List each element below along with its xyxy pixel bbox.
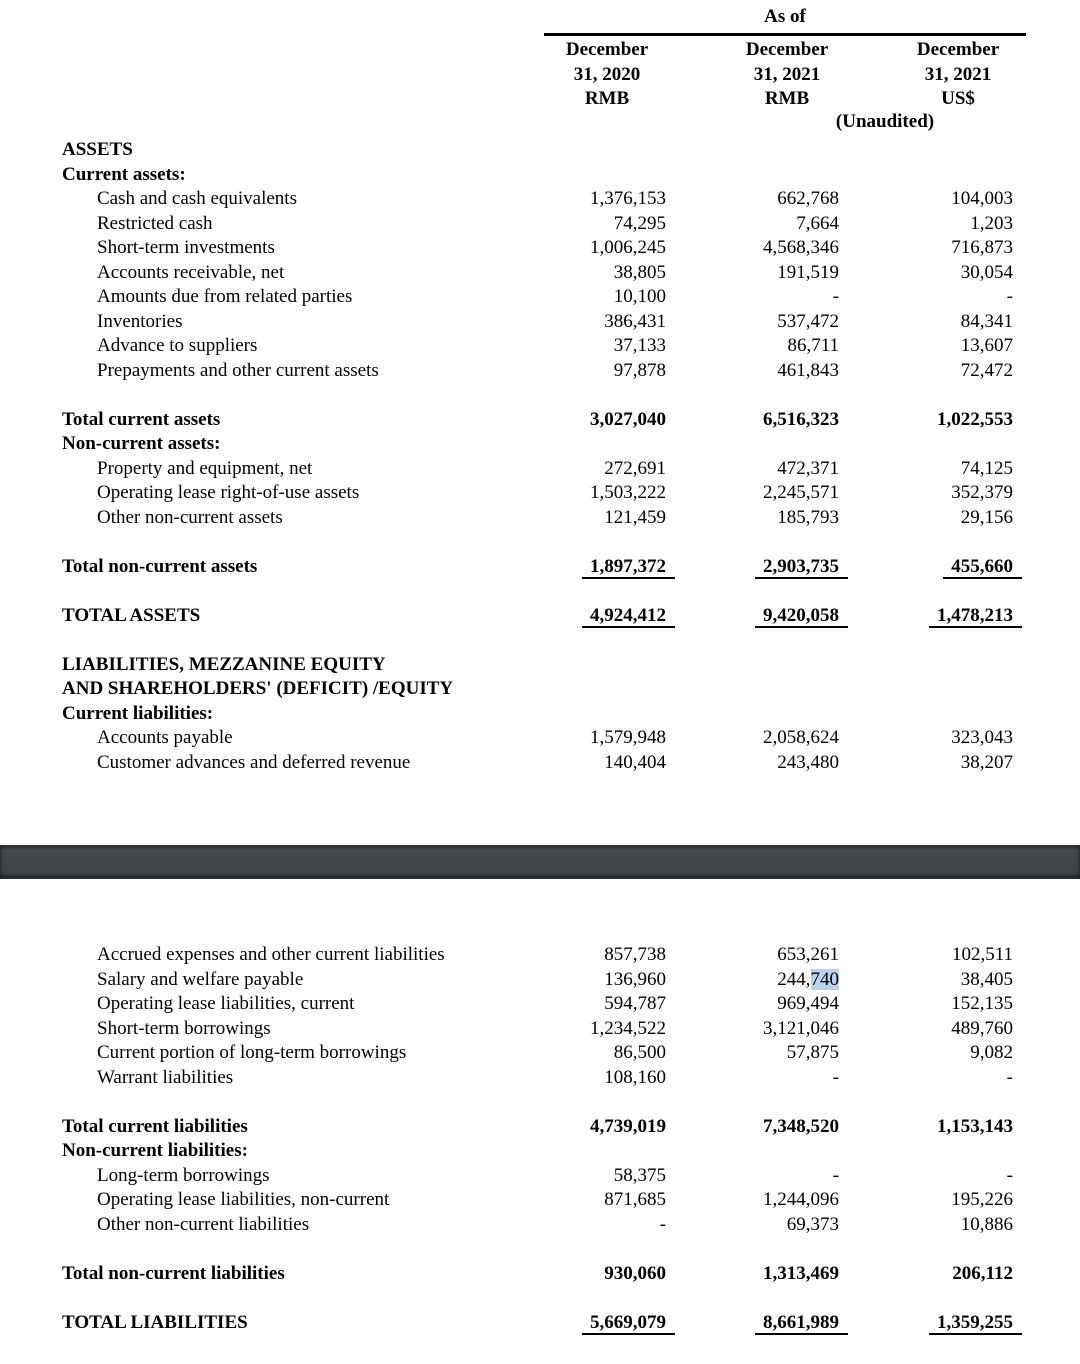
cell-value-text: 152,135 bbox=[951, 993, 1013, 1014]
column-header-2021-usd bbox=[917, 38, 999, 112]
column-header-line: RMB bbox=[584, 88, 630, 109]
cell-value bbox=[839, 943, 1013, 968]
header-rule bbox=[544, 33, 1026, 36]
cell-value-text: 857,738 bbox=[604, 944, 666, 965]
cell-value bbox=[518, 677, 666, 702]
table-row bbox=[62, 506, 1013, 531]
unaudited-label: (Unaudited) bbox=[835, 111, 935, 132]
cell-value bbox=[839, 138, 1013, 163]
row-label: Current liabilities: bbox=[62, 702, 214, 724]
cell-value bbox=[518, 1041, 666, 1066]
cell-value bbox=[839, 1115, 1013, 1140]
cell-value-text: 69,373 bbox=[786, 1213, 839, 1235]
table-row bbox=[62, 943, 1013, 968]
table-row bbox=[62, 1213, 1013, 1238]
as-of-label: As of bbox=[764, 6, 806, 27]
cell-value bbox=[666, 359, 839, 384]
row-label: TOTAL LIABILITIES bbox=[62, 1311, 248, 1333]
cell-value-text: 108,160 bbox=[604, 1066, 666, 1088]
cell-value bbox=[666, 1188, 839, 1213]
cell-value bbox=[839, 212, 1013, 237]
cell-value-text: 72,472 bbox=[960, 359, 1013, 381]
table-row bbox=[62, 1188, 1013, 1213]
cell-value-text: 489,760 bbox=[951, 1017, 1013, 1039]
cell-value-text: 97,878 bbox=[613, 359, 666, 381]
cell-value bbox=[839, 285, 1013, 310]
cell-value bbox=[839, 702, 1013, 727]
total-row bbox=[62, 408, 1013, 433]
cell-value bbox=[518, 702, 666, 727]
cell-value-text: 455,660 bbox=[951, 555, 1013, 580]
total-row bbox=[62, 1262, 1013, 1287]
cell-value bbox=[839, 457, 1013, 482]
cell-value bbox=[666, 236, 839, 261]
column-header-line: RMB bbox=[764, 88, 810, 109]
cell-value bbox=[839, 726, 1013, 751]
cell-value-text: 386,431 bbox=[604, 310, 666, 332]
column-header-2020-rmb bbox=[566, 38, 648, 112]
cell-value-text: 4,739,019 bbox=[590, 1115, 666, 1137]
cell-value bbox=[666, 1311, 839, 1336]
row-label: Total non-current liabilities bbox=[62, 1262, 285, 1284]
cell-value-text: 7,348,520 bbox=[763, 1115, 839, 1137]
cell-value bbox=[839, 432, 1013, 457]
column-header-line: 31, 2021 bbox=[753, 63, 821, 85]
cell-value-text: 352,379 bbox=[951, 482, 1013, 503]
cell-value bbox=[666, 1115, 839, 1140]
cell-value bbox=[839, 1188, 1013, 1213]
cell-value-text: 1,153,143 bbox=[937, 1115, 1013, 1137]
table-row bbox=[62, 310, 1013, 335]
cell-value bbox=[839, 1164, 1013, 1189]
cell-value-text: 102,511 bbox=[951, 944, 1013, 965]
row-label: Short-term investments bbox=[97, 237, 275, 258]
cell-value bbox=[839, 359, 1013, 384]
section-row bbox=[62, 163, 1013, 188]
cell-value-text: 243,480 bbox=[777, 751, 839, 773]
cell-value-text: 1,359,255 bbox=[937, 1311, 1013, 1336]
cell-value bbox=[518, 604, 666, 629]
cell-value bbox=[518, 359, 666, 384]
cell-value bbox=[666, 187, 839, 212]
spacer bbox=[62, 879, 1013, 943]
row-label: Accounts receivable, net bbox=[97, 261, 285, 283]
cell-value-text: 1,244,096 bbox=[763, 1189, 839, 1210]
cell-value-text: 84,341 bbox=[960, 310, 1013, 332]
cell-value-text: 323,043 bbox=[951, 727, 1013, 748]
cell-value-text: 38,805 bbox=[613, 261, 666, 283]
table-row bbox=[62, 261, 1013, 286]
cell-value-text: 662,768 bbox=[777, 188, 839, 209]
cell-value bbox=[839, 1139, 1013, 1164]
cell-value bbox=[839, 236, 1013, 261]
cell-value-text: 195,226 bbox=[951, 1189, 1013, 1210]
cell-value bbox=[518, 457, 666, 482]
cell-value-text: 7,664 bbox=[796, 212, 839, 234]
column-header-2021-rmb bbox=[746, 38, 828, 112]
cell-value bbox=[839, 653, 1013, 678]
cell-value bbox=[666, 653, 839, 678]
cell-value-text: 6,516,323 bbox=[763, 408, 839, 430]
row-label: Current assets: bbox=[62, 163, 186, 185]
cell-value-text: 57,875 bbox=[786, 1042, 839, 1063]
cell-value bbox=[839, 1262, 1013, 1287]
column-header-line: December bbox=[916, 39, 1000, 60]
cell-value-text: 140,404 bbox=[604, 751, 666, 773]
cell-value-text: 38,405 bbox=[960, 968, 1013, 990]
cell-value bbox=[518, 1139, 666, 1164]
cell-value bbox=[666, 604, 839, 629]
cell-value-text: 1,897,372 bbox=[590, 555, 666, 580]
column-header-line: December bbox=[565, 39, 649, 60]
cell-value-text: 13,607 bbox=[960, 335, 1013, 356]
cell-value-text: 74,295 bbox=[613, 212, 666, 234]
table-row bbox=[62, 236, 1013, 261]
cell-value bbox=[518, 751, 666, 776]
cell-value bbox=[518, 163, 666, 188]
cell-value-text: - bbox=[832, 286, 839, 307]
cell-value bbox=[666, 163, 839, 188]
cell-value bbox=[839, 604, 1013, 629]
cell-value bbox=[666, 506, 839, 531]
cell-value-text: 10,886 bbox=[960, 1213, 1013, 1235]
row-label: Cash and cash equivalents bbox=[97, 188, 297, 209]
cell-value-text: 29,156 bbox=[960, 506, 1013, 528]
cell-value-text: 206,112 bbox=[952, 1262, 1013, 1284]
cell-value-text: 9,420,058 bbox=[763, 604, 839, 629]
cell-value bbox=[839, 1213, 1013, 1238]
row-label: Property and equipment, net bbox=[97, 457, 313, 479]
row-label: Current portion of long-term borrowings bbox=[97, 1042, 407, 1063]
cell-value bbox=[666, 1164, 839, 1189]
cell-value bbox=[666, 751, 839, 776]
cell-value-text: 37,133 bbox=[613, 335, 666, 356]
row-label: Amounts due from related parties bbox=[97, 286, 353, 307]
row-label: Total current assets bbox=[62, 408, 221, 430]
cell-value bbox=[518, 1164, 666, 1189]
cell-value-text: 653,261 bbox=[777, 944, 839, 965]
total-row bbox=[62, 1115, 1013, 1140]
cell-value bbox=[839, 968, 1013, 993]
table-row bbox=[62, 334, 1013, 359]
total-row bbox=[62, 604, 1013, 629]
cell-value-text: 74,125 bbox=[960, 457, 1013, 479]
cell-value-text: 104,003 bbox=[951, 188, 1013, 209]
row-label: Accrued expenses and other current liabilities bbox=[97, 944, 445, 965]
cell-value bbox=[666, 334, 839, 359]
cell-value bbox=[518, 726, 666, 751]
cell-value bbox=[518, 334, 666, 359]
cell-value-text: 1,203 bbox=[970, 212, 1013, 234]
row-label: Long-term borrowings bbox=[97, 1164, 270, 1186]
cell-value bbox=[839, 1066, 1013, 1091]
table-body bbox=[0, 138, 1080, 1335]
cell-value-text: 191,519 bbox=[777, 261, 839, 283]
cell-value bbox=[518, 187, 666, 212]
column-header-line: 31, 2021 bbox=[924, 63, 992, 85]
cell-value-text: 461,843 bbox=[777, 359, 839, 381]
row-label: Prepayments and other current assets bbox=[97, 359, 379, 381]
cell-value-text: 2,058,624 bbox=[763, 727, 839, 748]
cell-value-text: 2,903,735 bbox=[763, 555, 839, 580]
cell-value-text: 1,313,469 bbox=[763, 1262, 839, 1284]
page-separator-bar bbox=[0, 845, 1080, 879]
row-label: Non-current assets: bbox=[62, 433, 221, 454]
cell-value-text: 4,924,412 bbox=[590, 604, 666, 629]
cell-value bbox=[839, 187, 1013, 212]
cell-value bbox=[666, 1066, 839, 1091]
column-header-line: December bbox=[745, 39, 829, 60]
cell-value bbox=[518, 555, 666, 580]
section-row bbox=[62, 138, 1013, 163]
row-label: Operating lease right-of-use assets bbox=[97, 482, 360, 503]
cell-value-text: - bbox=[659, 1213, 666, 1235]
row-label: Non-current liabilities: bbox=[62, 1140, 248, 1161]
cell-value bbox=[666, 1017, 839, 1042]
cell-value bbox=[518, 1311, 666, 1336]
section-row bbox=[62, 432, 1013, 457]
table-row bbox=[62, 359, 1013, 384]
cell-value bbox=[518, 310, 666, 335]
cell-value-text: 969,494 bbox=[777, 993, 839, 1014]
row-label: Restricted cash bbox=[97, 212, 213, 234]
table-row bbox=[62, 992, 1013, 1017]
row-label: Operating lease liabilities, non-current bbox=[97, 1189, 390, 1210]
cell-value-text: 86,711 bbox=[787, 335, 839, 356]
cell-value bbox=[666, 943, 839, 968]
cell-value bbox=[666, 432, 839, 457]
row-label: LIABILITIES, MEZZANINE EQUITY bbox=[62, 653, 386, 675]
cell-value-text: 38,207 bbox=[960, 751, 1013, 773]
cell-value-text: 30,054 bbox=[960, 261, 1013, 283]
table-row bbox=[62, 726, 1013, 751]
cell-value bbox=[666, 702, 839, 727]
row-label: Accounts payable bbox=[97, 727, 233, 748]
cell-value-text: 10,100 bbox=[613, 286, 666, 307]
cell-value bbox=[518, 1115, 666, 1140]
row-label: TOTAL ASSETS bbox=[62, 604, 201, 626]
cell-value bbox=[518, 285, 666, 310]
cell-value-text: 121,459 bbox=[604, 506, 666, 528]
cell-value bbox=[518, 481, 666, 506]
cell-value bbox=[666, 968, 839, 993]
cell-value bbox=[839, 163, 1013, 188]
cell-value bbox=[839, 1311, 1013, 1336]
cell-value-text: 1,376,153 bbox=[590, 188, 666, 209]
cell-value-text: 1,006,245 bbox=[590, 237, 666, 258]
row-label: ASSETS bbox=[62, 139, 133, 160]
cell-value bbox=[666, 992, 839, 1017]
column-header-line: 31, 2020 bbox=[573, 63, 641, 85]
cell-value bbox=[518, 432, 666, 457]
spacer bbox=[62, 530, 1013, 555]
cell-value bbox=[518, 968, 666, 993]
total-row bbox=[62, 1311, 1013, 1336]
cell-value-text: 2,245,571 bbox=[763, 482, 839, 503]
cell-value bbox=[839, 334, 1013, 359]
cell-value-text: 4,568,346 bbox=[763, 237, 839, 258]
cell-value-text: 86,500 bbox=[613, 1042, 666, 1063]
row-label: Inventories bbox=[97, 310, 183, 332]
cell-value bbox=[666, 1041, 839, 1066]
cell-value bbox=[518, 992, 666, 1017]
cell-value-text: - bbox=[1006, 286, 1013, 307]
cell-value-text: 5,669,079 bbox=[590, 1311, 666, 1336]
selected-text: 740 bbox=[810, 968, 839, 990]
row-label: Short-term borrowings bbox=[97, 1017, 271, 1039]
cell-value-text: 1,579,948 bbox=[590, 727, 666, 748]
cell-value bbox=[839, 751, 1013, 776]
row-label: Salary and welfare payable bbox=[97, 968, 304, 990]
cell-value bbox=[518, 506, 666, 531]
row-label: Total current liabilities bbox=[62, 1115, 248, 1137]
cell-value bbox=[518, 943, 666, 968]
cell-value-text: 3,027,040 bbox=[590, 408, 666, 430]
cell-value bbox=[518, 212, 666, 237]
cell-value bbox=[666, 212, 839, 237]
row-label: Warrant liabilities bbox=[97, 1066, 234, 1088]
cell-value-text: 9,082 bbox=[970, 1042, 1013, 1063]
cell-value bbox=[839, 677, 1013, 702]
table-row bbox=[62, 1017, 1013, 1042]
cell-value-text: 272,691 bbox=[604, 457, 666, 479]
total-row bbox=[62, 555, 1013, 580]
cell-value-text: 537,472 bbox=[777, 310, 839, 332]
cell-value bbox=[839, 1017, 1013, 1042]
row-label: Other non-current assets bbox=[97, 506, 283, 528]
cell-value bbox=[666, 555, 839, 580]
cell-value-text: 1,234,522 bbox=[590, 1017, 666, 1039]
cell-value-text: - bbox=[1006, 1164, 1013, 1186]
cell-value-text: - bbox=[1006, 1066, 1013, 1088]
cell-value bbox=[666, 677, 839, 702]
cell-value bbox=[666, 138, 839, 163]
cell-value-text: 3,121,046 bbox=[763, 1017, 839, 1039]
cell-value-text: 1,478,213 bbox=[937, 604, 1013, 629]
row-label: Other non-current liabilities bbox=[97, 1213, 310, 1235]
cell-value bbox=[518, 138, 666, 163]
cell-value bbox=[518, 408, 666, 433]
section-row bbox=[62, 653, 1013, 678]
cell-value bbox=[518, 261, 666, 286]
table-row bbox=[62, 751, 1013, 776]
section-row bbox=[62, 1139, 1013, 1164]
cell-value bbox=[518, 653, 666, 678]
row-label: Total non-current assets bbox=[62, 555, 258, 577]
cell-value bbox=[666, 408, 839, 433]
cell-value bbox=[666, 726, 839, 751]
cell-value bbox=[518, 1017, 666, 1042]
cell-value bbox=[839, 481, 1013, 506]
spacer bbox=[62, 1286, 1013, 1311]
spacer bbox=[62, 775, 1013, 845]
table-row bbox=[62, 285, 1013, 310]
cell-value-text: 930,060 bbox=[604, 1262, 666, 1284]
spacer bbox=[62, 628, 1013, 653]
cell-value-text: 136,960 bbox=[604, 968, 666, 990]
cell-value-text: 185,793 bbox=[777, 506, 839, 528]
cell-value bbox=[666, 285, 839, 310]
cell-value bbox=[518, 1213, 666, 1238]
table-row bbox=[62, 457, 1013, 482]
cell-value bbox=[839, 261, 1013, 286]
cell-value-text: - bbox=[832, 1164, 839, 1186]
cell-value bbox=[666, 310, 839, 335]
cell-value bbox=[839, 992, 1013, 1017]
row-label: Operating lease liabilities, current bbox=[97, 993, 355, 1014]
table-header bbox=[0, 0, 1080, 138]
cell-value bbox=[518, 1066, 666, 1091]
cell-value bbox=[666, 261, 839, 286]
spacer bbox=[62, 1090, 1013, 1115]
row-label: Customer advances and deferred revenue bbox=[97, 751, 411, 773]
cell-value-text: 594,787 bbox=[604, 993, 666, 1014]
spacer bbox=[62, 579, 1013, 604]
table-row bbox=[62, 1066, 1013, 1091]
section-row bbox=[62, 702, 1013, 727]
cell-value-text: 716,873 bbox=[951, 237, 1013, 258]
cell-value bbox=[518, 1188, 666, 1213]
row-label: AND SHAREHOLDERS' (DEFICIT) /EQUITY bbox=[62, 678, 454, 699]
cell-value-text: 871,685 bbox=[604, 1189, 666, 1210]
cell-value bbox=[839, 408, 1013, 433]
table-row bbox=[62, 481, 1013, 506]
table-row bbox=[62, 1164, 1013, 1189]
cell-value bbox=[666, 1262, 839, 1287]
row-label: Advance to suppliers bbox=[97, 335, 258, 356]
cell-value bbox=[518, 236, 666, 261]
spacer bbox=[62, 1237, 1013, 1262]
cell-value-text: 58,375 bbox=[613, 1164, 666, 1186]
cell-value bbox=[839, 1041, 1013, 1066]
cell-value bbox=[518, 1262, 666, 1287]
cell-value-text: 8,661,989 bbox=[763, 1311, 839, 1336]
cell-value bbox=[839, 310, 1013, 335]
column-header-line: US$ bbox=[941, 88, 975, 109]
cell-value bbox=[839, 506, 1013, 531]
cell-value-text: 472,371 bbox=[777, 457, 839, 479]
section-row bbox=[62, 677, 1013, 702]
cell-value-text: 1,503,222 bbox=[590, 482, 666, 503]
spacer bbox=[62, 383, 1013, 408]
table-row bbox=[62, 212, 1013, 237]
cell-value-text: 244, bbox=[777, 968, 811, 990]
cell-value bbox=[839, 555, 1013, 580]
table-row bbox=[62, 1041, 1013, 1066]
table-row bbox=[62, 968, 1013, 993]
cell-value-text: 1,022,553 bbox=[937, 408, 1013, 430]
cell-value bbox=[666, 1139, 839, 1164]
cell-value bbox=[666, 481, 839, 506]
cell-value-text: - bbox=[832, 1066, 839, 1088]
cell-value bbox=[666, 457, 839, 482]
table-row bbox=[62, 187, 1013, 212]
cell-value bbox=[666, 1213, 839, 1238]
